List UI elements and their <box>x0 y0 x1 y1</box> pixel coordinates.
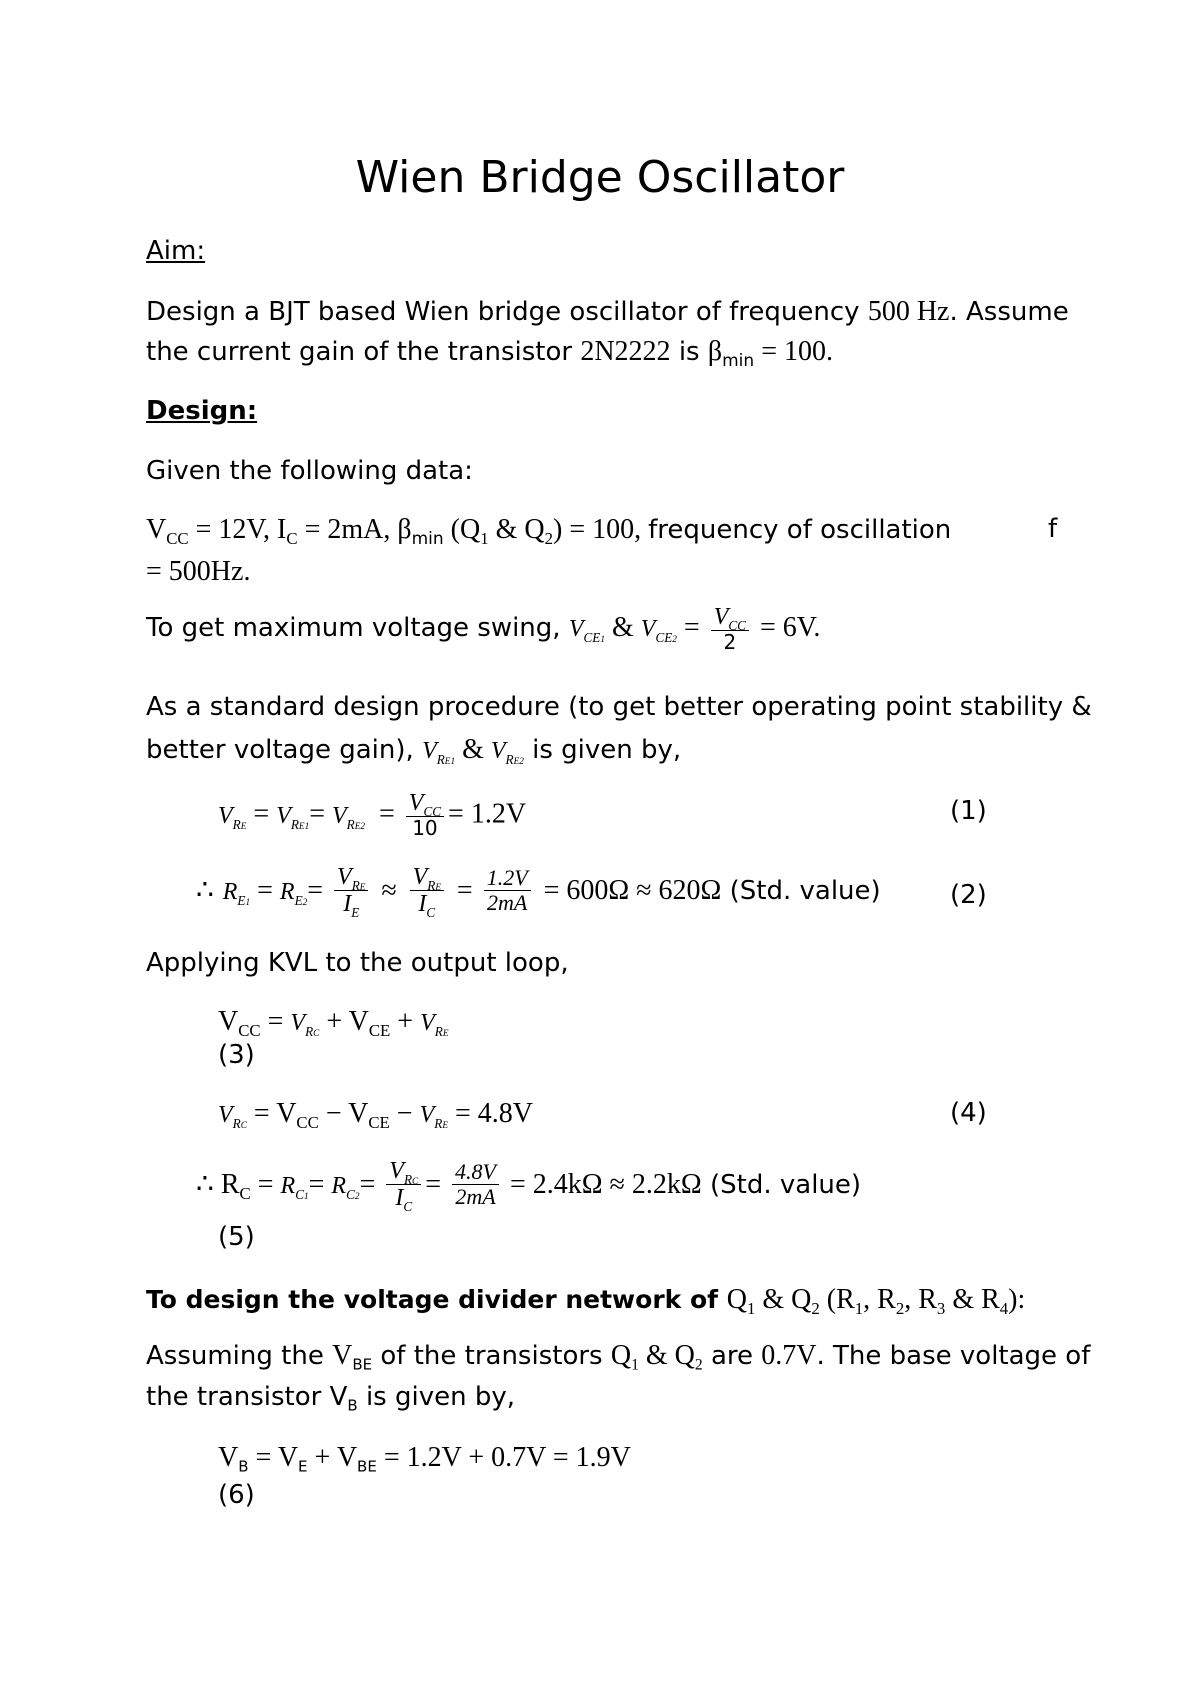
data-text: ) = 100, <box>553 514 649 545</box>
std-value-label: (Std. value) <box>721 875 881 906</box>
eq6-result: = 1.2V + 0.7V = 1.9V <box>376 1442 631 1473</box>
rc-subscript: C <box>239 1183 251 1203</box>
design-heading: Design: <box>146 396 258 426</box>
rc2-symbol: $R_{C2}$ <box>331 1172 360 1202</box>
re2-symbol: $R_{E2}$ <box>279 878 308 908</box>
equals: = <box>260 1006 291 1037</box>
data-text: frequency of oscillation <box>648 515 952 545</box>
heading-text: & Q <box>755 1284 812 1315</box>
vre1-symbol: $V_{RE1}$ <box>276 802 310 832</box>
assume-text: is given by, <box>357 1382 515 1412</box>
heading-text: , R <box>863 1284 896 1315</box>
eq1-result: = 1.2V <box>448 798 527 830</box>
minus: − <box>389 1098 420 1129</box>
frac-den: 2mA <box>455 1184 496 1210</box>
equation-1: $V_{RE} = V_{RE1}= V_{RE2}$ = $\frac{V_{CC}}{10}$ = 1.2V <box>218 790 527 841</box>
heading-text: ): <box>1008 1284 1026 1315</box>
equals: = <box>676 612 707 644</box>
equals-ve: = V <box>248 1442 299 1473</box>
q1-subscript: 1 <box>631 1356 639 1374</box>
r3-subscript: 3 <box>936 1298 946 1318</box>
eq4-result: = 4.8V <box>447 1098 533 1129</box>
eq2-fraction-3 <box>484 866 531 915</box>
beta-subscript: min <box>411 528 444 549</box>
frac-num: 4.8V <box>452 1160 499 1185</box>
vcc-symbol: V <box>218 1006 239 1037</box>
rc1-symbol: $R_{C1}$ <box>280 1172 309 1202</box>
vrc-symbol: $V_{RC}$ <box>218 1102 247 1131</box>
data-text: & Q <box>488 514 545 545</box>
vb-subscript: B <box>347 1396 358 1415</box>
equation-number-3: (3) <box>218 1040 255 1070</box>
aim-text: Design a BJT based Wien bridge oscillator of frequency <box>146 297 868 327</box>
data-text: = 2mA, <box>297 514 398 545</box>
vre1-symbol: $V_{RE1}$ <box>422 738 456 767</box>
aim-text: the current gain of the transistor <box>146 337 581 367</box>
assume-text: the transistor V <box>146 1382 348 1412</box>
frac-num: 1.2V <box>484 866 531 891</box>
given-data-line <box>146 512 952 549</box>
frac-den: 2 <box>723 630 737 655</box>
heading-text: To design the voltage divider network of <box>146 1285 727 1314</box>
ve-subscript: E <box>298 1457 308 1476</box>
vcc-subscript: CC <box>238 1020 261 1040</box>
aim-text: is <box>670 337 708 367</box>
amp: & <box>455 734 491 765</box>
heading-text: (R <box>819 1284 855 1315</box>
equation-number-6: (6) <box>218 1480 255 1510</box>
equation-number-1: (1) <box>950 796 987 826</box>
plus: + <box>390 1006 421 1037</box>
heading-text: & R <box>945 1284 1000 1315</box>
vce-subscript: CE <box>368 1112 390 1132</box>
std-value-label: (Std. value) <box>701 1169 862 1200</box>
frac-den: 10 <box>412 816 438 841</box>
assume-text: Assuming the <box>146 1341 333 1371</box>
vbe-subscript: BE <box>352 1355 373 1374</box>
procedure-text: is given by, <box>523 735 682 765</box>
assume-text: of the transistors <box>372 1341 611 1371</box>
beta-subscript: min <box>722 350 755 371</box>
swing-line <box>146 604 820 653</box>
vre-symbol: $V_{RE}$ <box>218 802 247 832</box>
vbe-symbol: V <box>332 1340 353 1371</box>
frac-num: V <box>713 604 729 630</box>
vre-symbol: $V_{RE}$ <box>420 1010 449 1039</box>
vcc-subscript: CC <box>166 528 189 548</box>
assume-line-2 <box>146 1382 515 1415</box>
given-text: Given the following data: <box>146 456 473 486</box>
q-symbol: Q <box>610 1340 632 1371</box>
eq1-fraction <box>406 790 444 839</box>
equation-2: ∴ $R_{E1} = R_{E2}=$ $\frac{V_{RE}}{I_E}$ ≈ $\frac{V_{RE}}{I_C}$ = $\frac{1.2V}{2mA}$ = 600Ω ≈ 620Ω (Std. value) <box>196 864 881 921</box>
vce-subscript: CE <box>368 1020 391 1040</box>
equation-number-2: (2) <box>950 880 987 910</box>
assume-line-1 <box>146 1340 1090 1372</box>
frac-den: 2mA <box>487 890 528 916</box>
therefore-symbol: ∴ <box>196 874 214 906</box>
vce2-symbol: $V_{CE2}$ <box>640 616 677 646</box>
frac-num: V <box>408 790 424 816</box>
swing-fraction <box>711 604 749 653</box>
frac-num-sub: CC <box>423 803 442 819</box>
q2-subscript: 2 <box>811 1298 820 1318</box>
eq2-fraction-1: $\frac{V_{RE}}{I_E}$ <box>334 864 368 918</box>
q-symbol: Q <box>726 1284 747 1315</box>
equation-3 <box>218 1004 448 1038</box>
vbe-value: 0.7V <box>761 1340 817 1371</box>
vre-symbol: $V_{RE}$ <box>419 1102 448 1131</box>
amp: & <box>604 612 641 644</box>
eq2-fraction-2: $\frac{V_{RE}}{I_C}$ <box>410 864 444 918</box>
procedure-line-2 <box>146 734 681 766</box>
q2-subscript: 2 <box>694 1356 703 1374</box>
aim-line-2 <box>146 336 833 371</box>
eq5-fraction-1: $\frac{V_{RC}}{I_C}$ <box>386 1158 421 1212</box>
re1-symbol: $R_{E1}$ <box>222 878 251 908</box>
swing-result: = 6V. <box>752 612 821 644</box>
equation-6 <box>218 1442 631 1474</box>
q1-subscript: 1 <box>480 528 489 548</box>
procedure-line-1: As a standard design procedure (to get better operating point stability & <box>146 692 1092 722</box>
amp-q: & Q <box>638 1340 695 1371</box>
r4-subscript: 4 <box>999 1298 1009 1318</box>
equation-4 <box>218 1096 533 1130</box>
procedure-text: better voltage gain), <box>146 735 423 765</box>
swing-text: To get maximum voltage swing, <box>146 613 569 644</box>
r1-subscript: 1 <box>854 1298 864 1318</box>
data-text: (Q <box>443 514 481 545</box>
vce1-symbol: $V_{CE1}$ <box>568 616 605 646</box>
aim-line-1 <box>146 296 1069 328</box>
aim-heading: Aim: <box>146 236 206 266</box>
beta-symbol: β <box>397 514 412 545</box>
kvl-text: Applying KVL to the output loop, <box>146 948 569 978</box>
aim-text: . Assume <box>949 297 1069 327</box>
eq5-result: = 2.4kΩ ≈ 2.2kΩ <box>502 1168 702 1200</box>
r2-subscript: 2 <box>895 1298 905 1318</box>
beta-value: = 100. <box>754 336 833 367</box>
given-data-line-2: = 500Hz. <box>146 556 251 587</box>
assume-text: are <box>702 1341 762 1371</box>
equation-5: ∴ $R_C = R_{C1}= R_{C2}=$ $\frac{V_{RC}}{I_C}$ = $\frac{4.8V}{2mA}$ = 2.4kΩ ≈ 2.2kΩ (Std. value) <box>196 1158 862 1215</box>
vre2-symbol: $V_{RE2}$ <box>490 738 524 767</box>
vb-subscript: B <box>238 1457 249 1476</box>
therefore-symbol: ∴ <box>196 1168 214 1200</box>
vre2-symbol: $V_{RE2}$ <box>331 802 365 832</box>
vcc-subscript: CC <box>296 1112 319 1132</box>
equation-number-4: (4) <box>950 1098 987 1128</box>
minus-vce: − V <box>318 1098 369 1129</box>
q1-subscript: 1 <box>746 1298 756 1318</box>
eq2-result: = 600Ω ≈ 620Ω <box>543 874 722 906</box>
transistor-model: 2N2222 <box>580 336 671 367</box>
heading-text: , R <box>904 1284 937 1315</box>
equation-number-5: (5) <box>218 1222 255 1252</box>
eq5-fraction-2 <box>452 1160 499 1209</box>
beta-symbol: β <box>707 336 723 367</box>
vcc-symbol: V <box>146 514 167 545</box>
vbe-subscript: BE <box>357 1457 377 1476</box>
plus-vbe: + V <box>307 1442 358 1473</box>
divider-heading <box>146 1284 1025 1316</box>
frac-num-sub: CC <box>728 617 746 633</box>
aim-frequency: 500 Hz <box>867 296 950 327</box>
assume-text: . The base voltage of <box>816 1341 1091 1371</box>
q2-subscript: 2 <box>544 528 553 548</box>
data-text: = 12V, I <box>188 514 287 545</box>
page-title: Wien Bridge Oscillator <box>355 152 845 203</box>
approx-symbol: ≈ <box>381 874 397 906</box>
vrc-symbol: $V_{RC}$ <box>290 1010 320 1039</box>
vb-symbol: V <box>218 1442 239 1473</box>
ic-subscript: C <box>286 528 298 548</box>
plus-vce: + V <box>319 1006 369 1037</box>
equals-vcc: = V <box>246 1098 297 1129</box>
frequency-symbol: f <box>1048 514 1058 544</box>
rc-symbol: R <box>213 1168 240 1200</box>
